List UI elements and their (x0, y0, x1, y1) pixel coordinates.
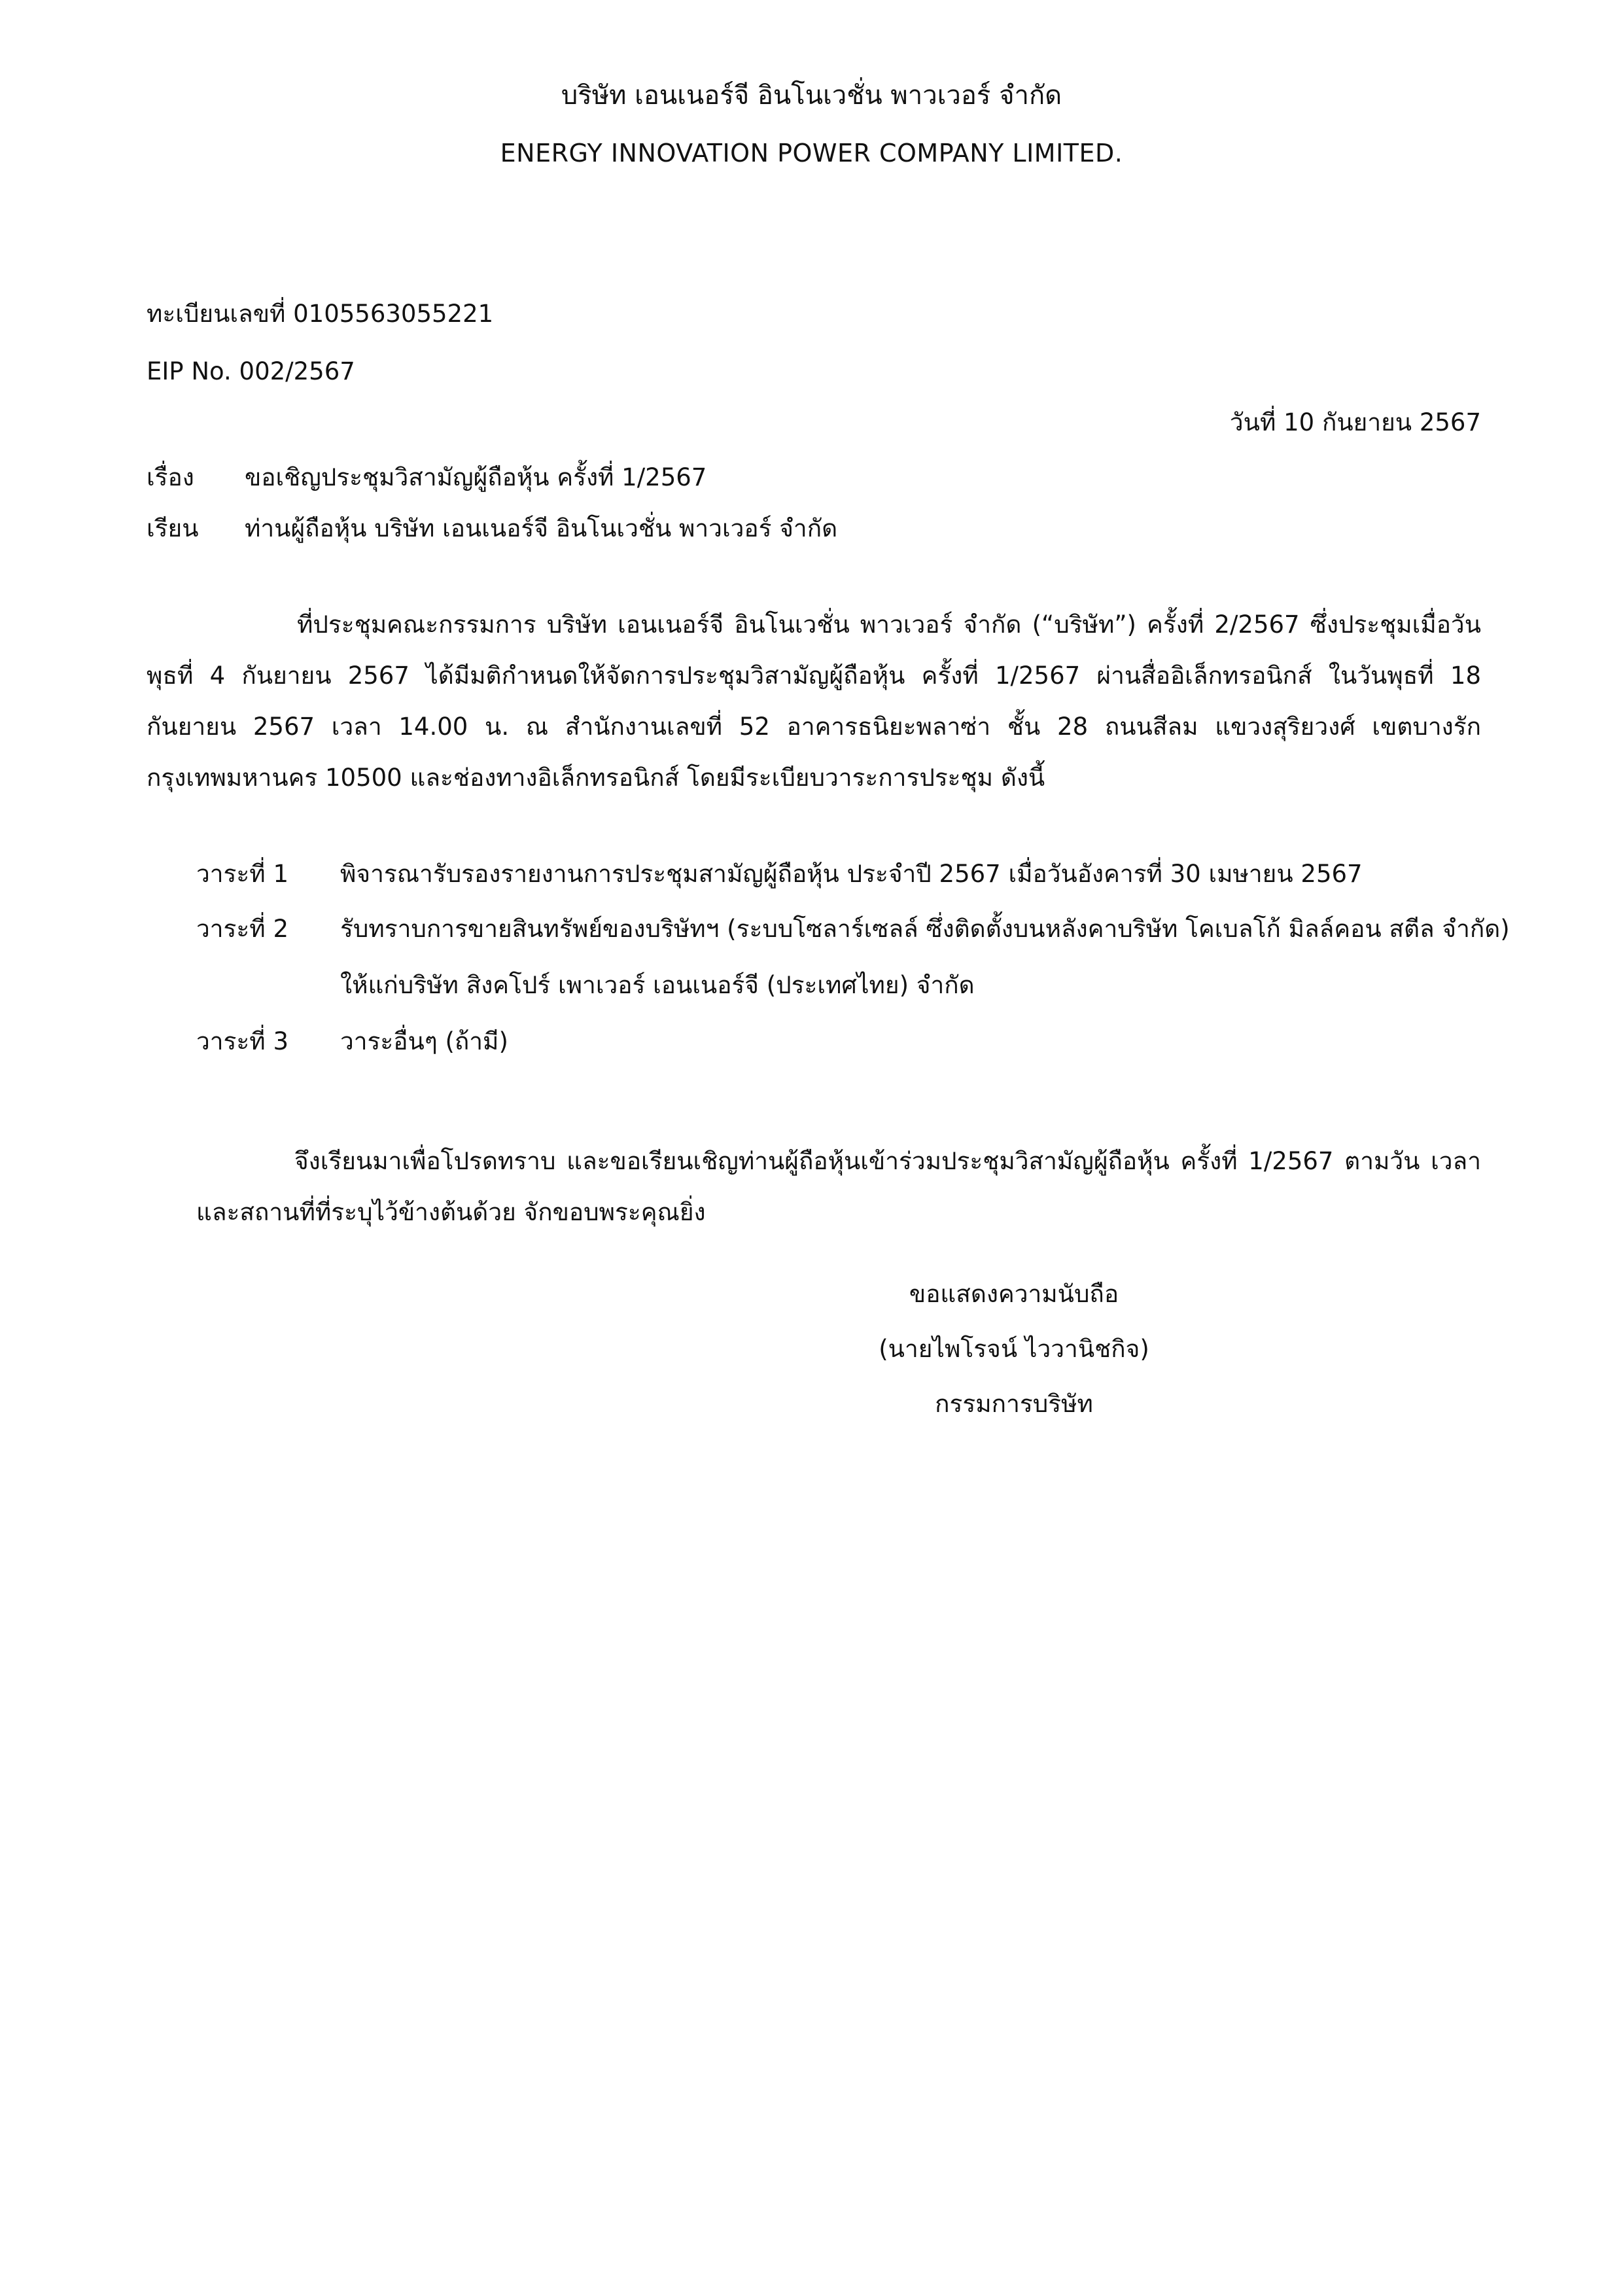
agenda-2-text-line-1: รับทราบการขายสินทรัพย์ของบริษัทฯ (ระบบโซลาร์เซลล์ ซึ่งติดตั้งบนหลังคาบริษัท โคเบลโก้ มิลล์คอน สตีล จำกัด) (340, 915, 1510, 943)
signatory-name: (นายไพโรจน์ ไววานิชกิจ) (879, 1335, 1149, 1363)
document-number: EIP No. 002/2567 (147, 357, 355, 385)
agenda-3-label: วาระที่ 3 (196, 1027, 288, 1055)
agenda-3-text: วาระอื่นๆ (ถ้ามี) (340, 1027, 508, 1055)
agenda-1-label: วาระที่ 1 (196, 860, 288, 888)
company-name-thai: บริษัท เอนเนอร์จี อินโนเวชั่น พาวเวอร์ จำกัด (561, 80, 1062, 111)
closing-paragraph: จึงเรียนมาเพื่อโปรดทราบ และขอเรียนเชิญท่านผู้ถือหุ้นเข้าร่วมประชุมวิสามัญผู้ถือหุ้น ครั้งที่ 1/2567 ตามวัน เวลา และสถานที่ที่ระบุไว้ข้างต้นด้วย จักขอบพระคุณยิ่ง (196, 1147, 1482, 1226)
intro-paragraph: ที่ประชุมคณะกรรมการ บริษัท เอนเนอร์จี อินโนเวชั่น พาวเวอร์ จำกัด (“บริษัท”) ครั้งที่ 2/2567 ซึ่งประชุมเมื่อวันพุธที่ 4 กันยายน 2567 ได้มีมติกำหนดให้จัดการประชุมวิสามัญผู้ถือหุ้น ครั้งที่ 1/2567 ผ่านสื่ออิเล็กทรอนิกส์ ในวันพุธที่ 18 กันยายน 2567 เวลา 14.00 น. ณ สำนักงานเลขที่ 52 อาคารธนิยะพลาซ่า ชั้น 28 ถนนสีลม แขวงสุริยวงศ์ เขตบางรัก กรุงเทพมหานคร 10500 และช่องทางอิเล็กทรอนิกส์ โดยมีระเบียบวาระการประชุม ดังนี้ (147, 610, 1482, 792)
signature-closing: ขอแสดงความนับถือ (909, 1280, 1119, 1308)
subject-label: เรื่อง (147, 463, 194, 491)
letter-date: วันที่ 10 กันยายน 2567 (1229, 408, 1481, 436)
agenda-1-text: พิจารณารับรองรายงานการประชุมสามัญผู้ถือหุ้น ประจำปี 2567 เมื่อวันอังคารที่ 30 เมษายน 2567 (340, 860, 1363, 888)
salutation-label: เรียน (147, 514, 199, 542)
registration-number: ทะเบียนเลขที่ 0105563055221 (147, 300, 494, 328)
signatory-title: กรรมการบริษัท (935, 1390, 1093, 1418)
agenda-2-text-line-2: ให้แก่บริษัท สิงคโปร์ เพาเวอร์ เอนเนอร์จี (ประเทศไทย) จำกัด (340, 971, 975, 999)
agenda-2-label: วาระที่ 2 (196, 915, 288, 943)
subject-text: ขอเชิญประชุมวิสามัญผู้ถือหุ้น ครั้งที่ 1/2567 (245, 463, 707, 491)
salutation-text: ท่านผู้ถือหุ้น บริษัท เอนเนอร์จี อินโนเวชั่น พาวเวอร์ จำกัด (245, 514, 838, 542)
company-name-english: ENERGY INNOVATION POWER COMPANY LIMITED. (500, 139, 1123, 168)
